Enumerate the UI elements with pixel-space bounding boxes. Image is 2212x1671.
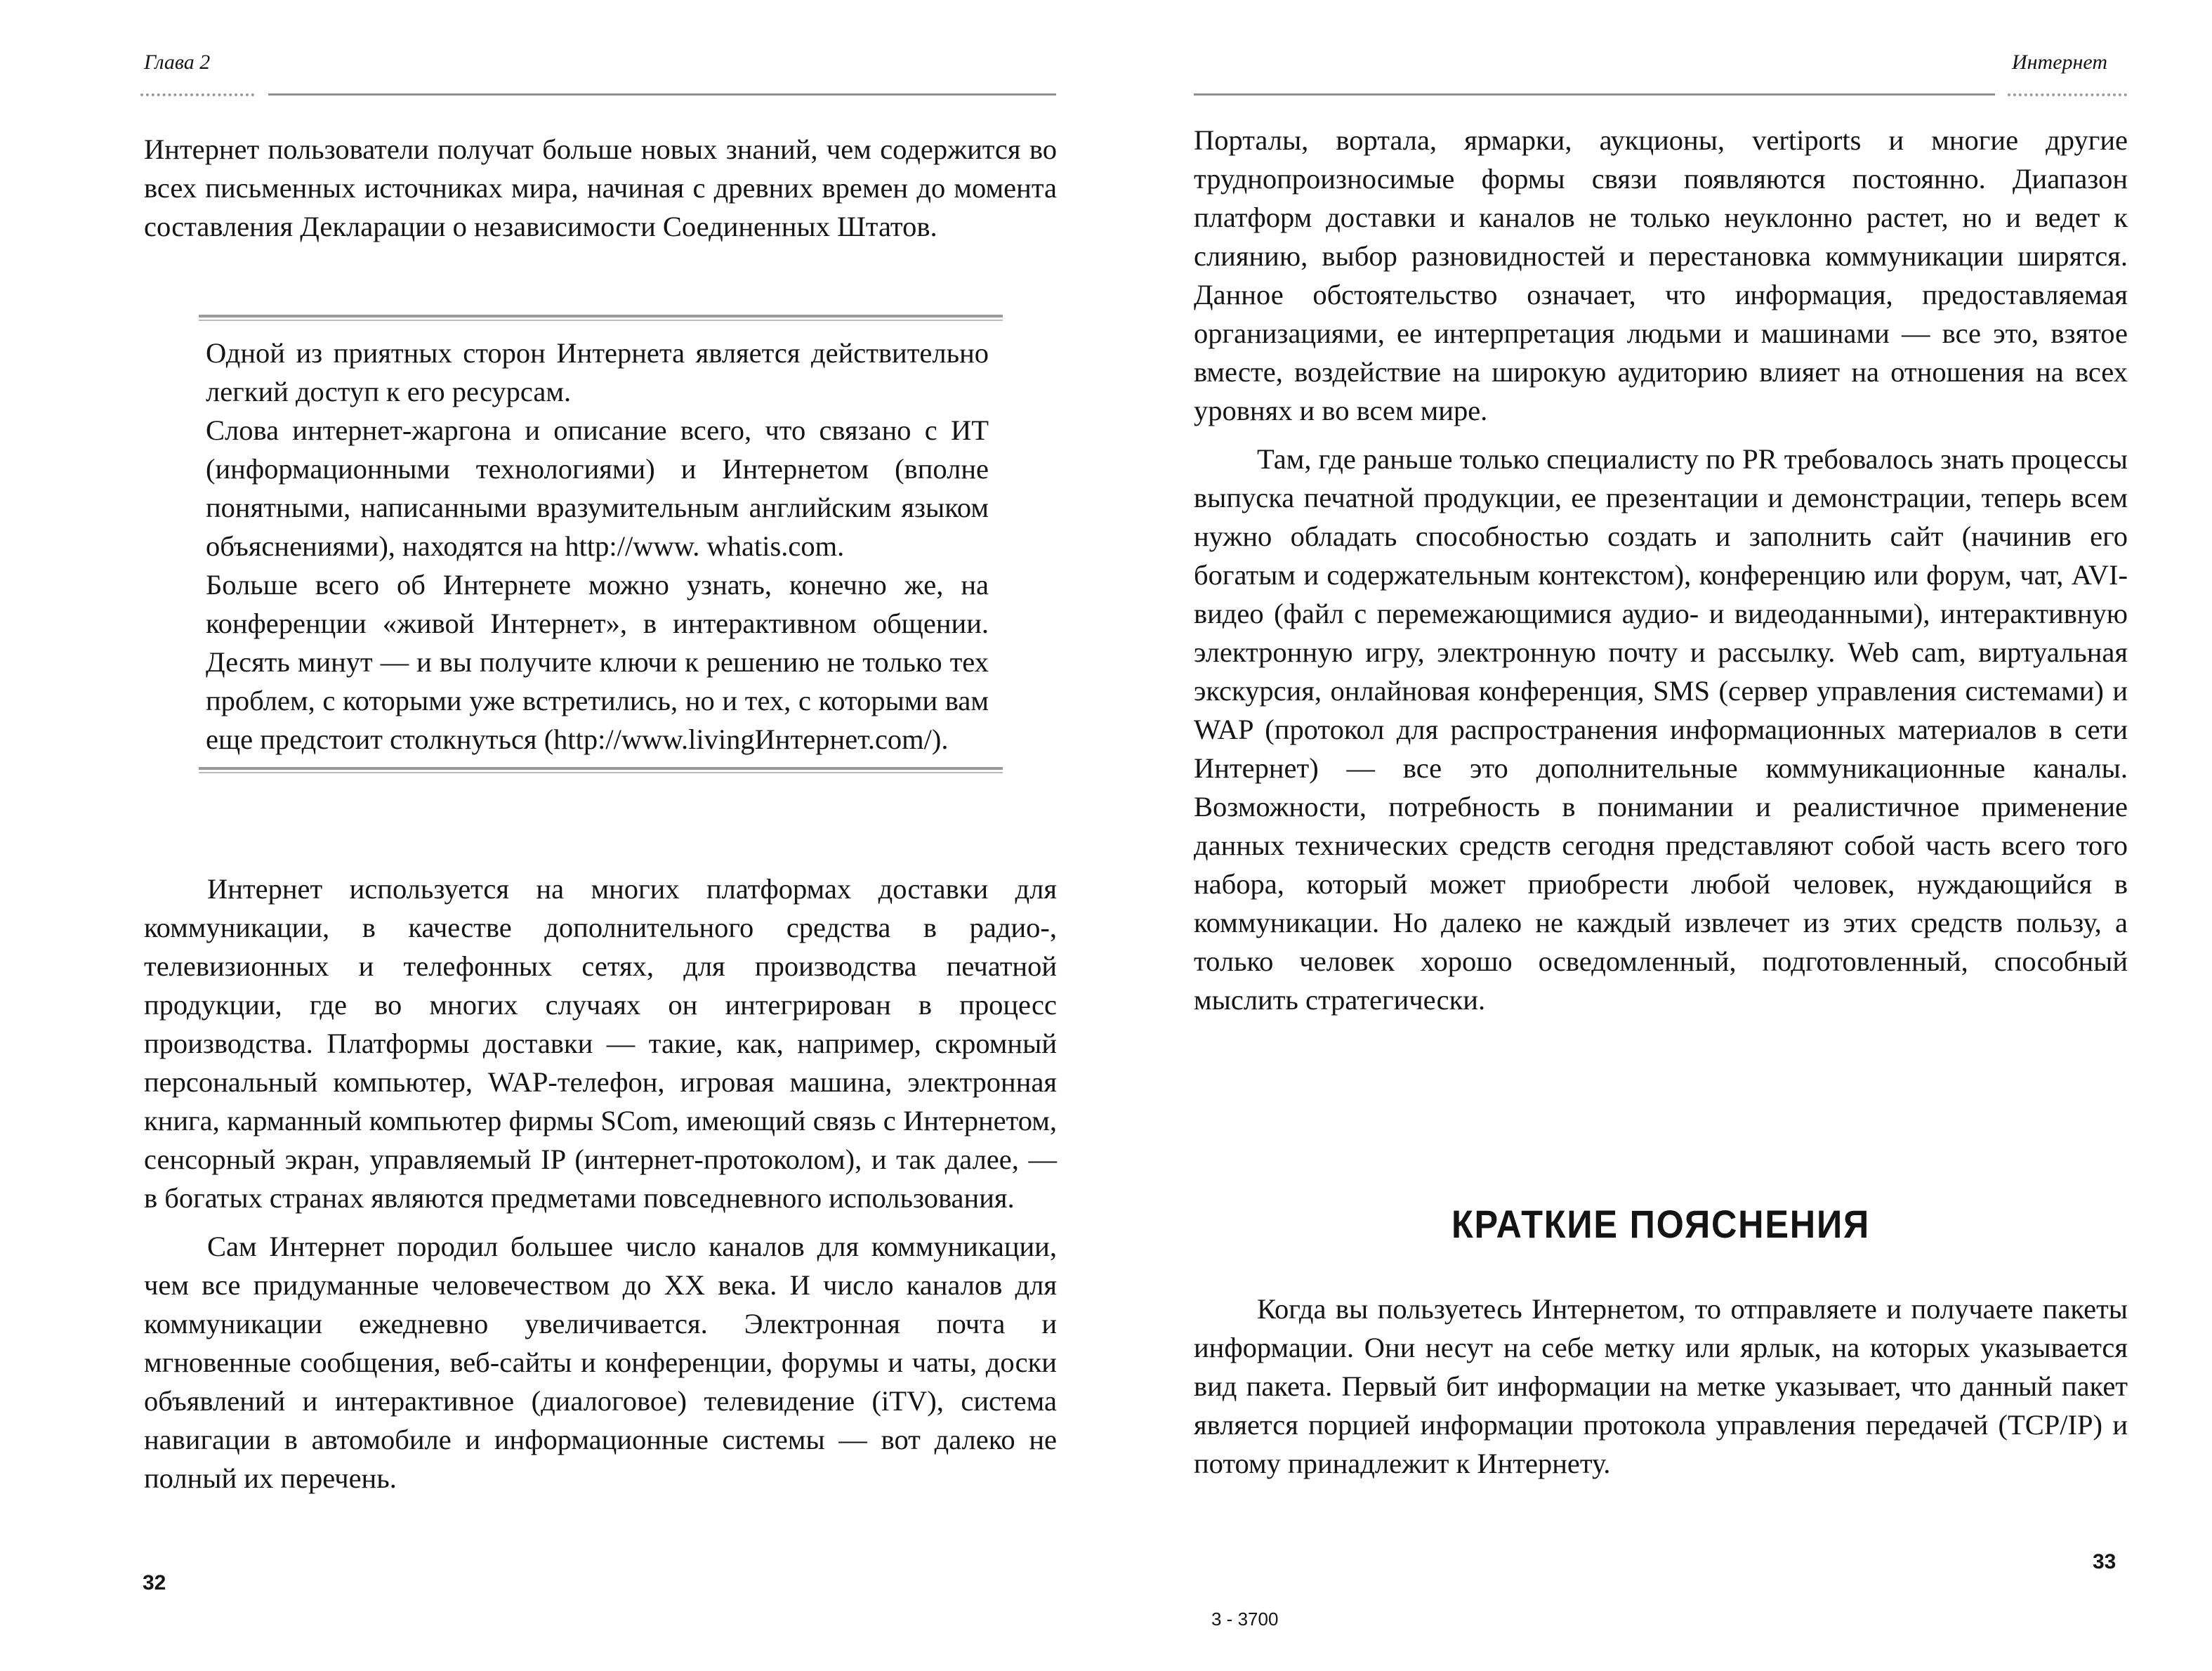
paragraph: Когда вы пользуетесь Интернетом, то отправляете и получаете пакеты информации. Они несут на себе метку или ярлык, на которых указывается вид пакета. Первый бит информации на метке указывает, что данный пакет является порцией информации протокола управления передачей (TCP/IP) и потому принадлежит к Интернету. [1194, 1293, 2128, 1479]
header-dotted-rule [2008, 93, 2127, 96]
page-number: 33 [2093, 1550, 2116, 1573]
header-rule [1194, 93, 1995, 96]
box-text [199, 321, 1003, 767]
running-head-title: Интернет [2012, 51, 2107, 74]
header-dotted-rule [140, 93, 254, 96]
box-paragraph: Слова интернет-жаргона и описание всего, что связано с ИТ (информационными технологиями) и Интернетом (вполне понятными, написанными вразумительным английским языком объяснениями), находятся на http://www. whatis.com. [206, 414, 989, 562]
box-top-rule [199, 315, 1003, 321]
section-heading: КРАТКИЕ ПОЯСНЕНИЯ [1451, 1202, 1871, 1246]
sidebar-box [199, 315, 1003, 773]
paragraph: Интернет используется на многих платформах доставки для коммуникации, в качестве дополнительного средства в радио-, телевизионных и телефонных сетях, для производства печатной продукции, где во многих случаях он интегрирован в процесс производства. Платформы доставки — такие, как, например, скромный персональный компьютер, WAP-телефон, игровая машина, электронная книга, карманный компьютер фирмы SCom, имеющий связь с Интернетом, сенсорный экран, управляемый IP (интернет-протоколом), и так далее, — в богатых странах являются предметами повседневного использования. [144, 873, 1057, 1214]
body-text [144, 870, 1057, 1498]
intro-paragraph [144, 130, 1057, 246]
paragraph: Там, где раньше только специалисту по PR требовалось знать процессы выпуска печатной продукции, ее презентации и демонстрации, теперь всем нужно обладать способностью создать и заполнить сайт (начинив его богатым и содержательным контекстом), конференцию или форум, чат, AVI-видео (файл с перемежающимися аудио- и видеоданными), интерактивную электронную игру, электронную почту и рассылку. Web cam, виртуальная экскурсия, онлайновая конференция, SMS (сервер управления системами) и WAP (протокол для распространения информационных материалов в сети Интернет) — все это дополнительные коммуникационные каналы. Возможности, потребность в понимании и реалистичное применение данных технических средств сегодня представляют собой часть всего того набора, который может приобрести любой человек, нуждающийся в коммуникации. Но далеко не каждый извлечет из этих средств пользу, а только человек хорошо осведомленный, подготовленный, способный мыслить стратегически. [1194, 443, 2128, 1016]
paragraph: Порталы, вортала, ярмарки, аукционы, vertiports и многие другие труднопроизносимые формы связи появляются постоянно. Диапазон платформ доставки и каналов не только неуклонно растет, но и ведет к слиянию, выбор разновидностей и перестановка коммуникации ширятся. Данное обстоятельство означает, что информация, предоставляемая организациями, ее интерпретация людьми и машинами — все это, взятое вместе, воздействие на широкую аудиторию влияет на отношения на всех уровнях и во всем мире. [1194, 124, 2128, 426]
box-paragraph: Больше всего об Интернете можно узнать, конечно же, на конференции «живой Интернет», в интерактивном общении. Десять минут — и вы получите ключи к решению не только тех проблем, с которыми уже встретились, но и тех, с которыми вам еще предстоит столкнуться (http://www.livingИнтернет.com/). [206, 569, 989, 755]
section-text [1194, 1290, 2128, 1483]
box-paragraph: Одной из приятных сторон Интернета является действительно легкий доступ к его ресурсам. [206, 337, 989, 407]
right-page [1106, 0, 2212, 1671]
body-text [1194, 121, 2128, 1019]
running-head-chapter: Глава 2 [144, 51, 211, 74]
page-number: 32 [143, 1571, 166, 1594]
paragraph: Сам Интернет породил большее число каналов для коммуникации, чем все придуманные человечеством до XX века. И число каналов для коммуникации ежедневно увеличивается. Электронная почта и мгновенные сообщения, веб-сайты и конференции, форумы и чаты, доски объявлений и интерактивное (диалоговое) телевидение (iTV), система навигации в автомобиле и информационные системы — вот далеко не полный их перечень. [144, 1231, 1057, 1494]
printer-signature: 3 - 3700 [1211, 1608, 1279, 1630]
paragraph: Интернет пользователи получат больше новых знаний, чем содержится во всех письменных источниках мира, начиная с древних времен до момента составления Декларации о независимости Соединенных Штатов. [144, 133, 1057, 242]
box-bottom-rule [199, 767, 1003, 773]
header-rule [268, 93, 1056, 96]
